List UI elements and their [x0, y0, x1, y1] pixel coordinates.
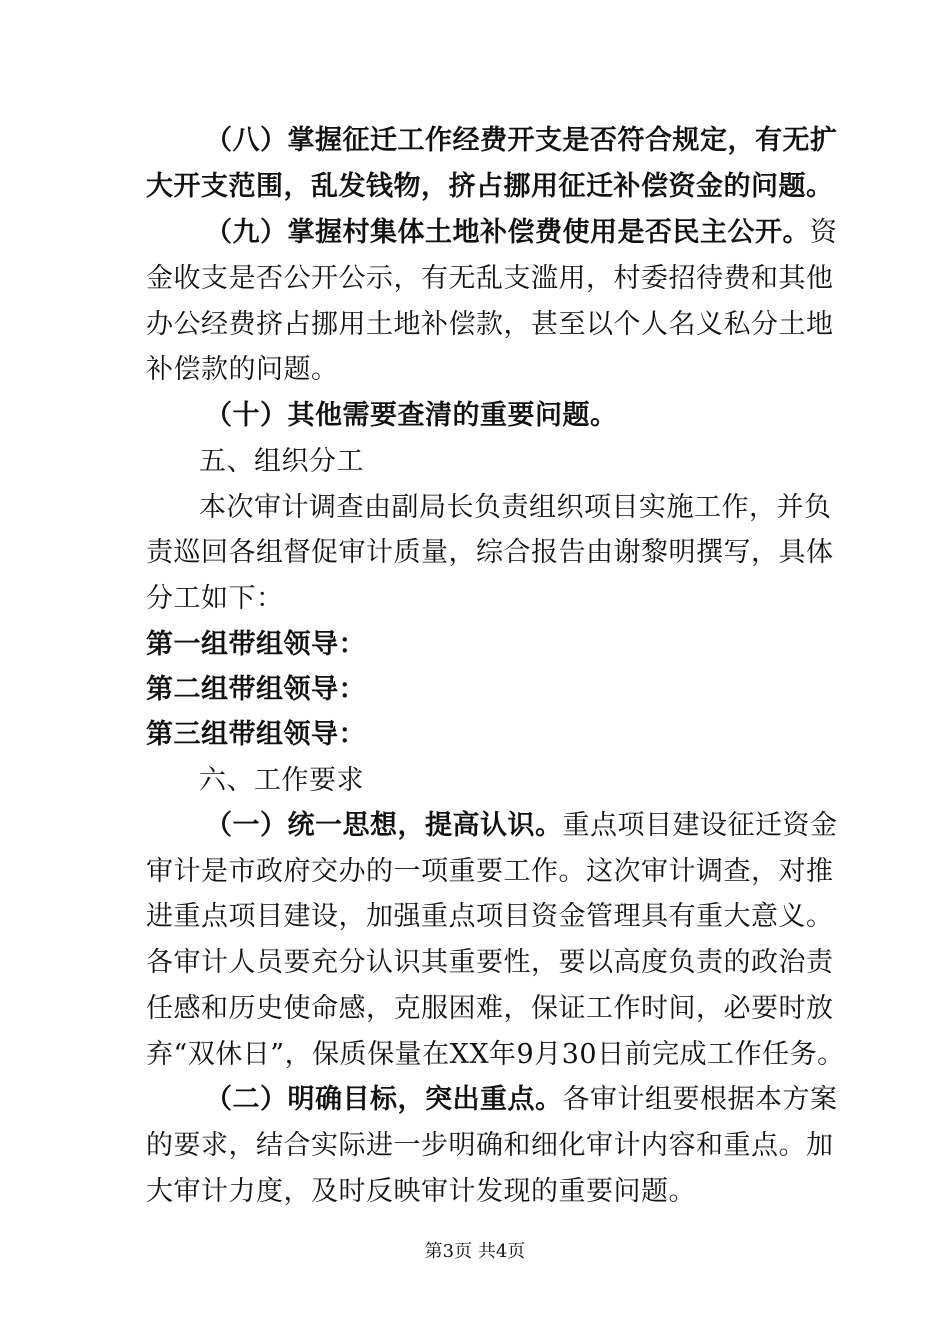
line-body: 任感和历史使命感，克服困难，保证工作时间，必要时放	[146, 993, 834, 1024]
paragraph-line	[0, 535, 950, 571]
line-body: 责巡回各组督促审计质量，综合报告由谢黎明撰写，具体	[146, 537, 834, 568]
line-body: 审计是市政府交办的一项重要工作。这次审计调查，对推	[146, 856, 834, 887]
paragraph-line	[0, 1037, 950, 1073]
line-body: 重点项目建设征迁资金	[562, 810, 838, 841]
section-heading	[0, 763, 950, 799]
paragraph-line	[0, 1082, 950, 1118]
line-head: （二）明确目标，突出重点。	[205, 1084, 563, 1115]
line-body: 资	[810, 217, 838, 248]
paragraph-line	[0, 627, 950, 663]
paragraph-line	[0, 717, 950, 753]
paragraph-line	[0, 352, 950, 388]
line-body: 的要求，结合实际进一步明确和细化审计内容和重点。加	[146, 1130, 834, 1161]
page-footer: 第3页 共4页	[424, 1241, 526, 1262]
line-body: 分工如下：	[146, 583, 284, 614]
paragraph-line	[0, 398, 950, 434]
line-body: 补偿款的问题。	[146, 354, 339, 385]
paragraph-line	[0, 991, 950, 1027]
paragraph-line	[0, 945, 950, 981]
paragraph-line	[0, 808, 950, 844]
section-heading	[0, 444, 950, 480]
line-head: （十）其他需要查清的重要问题。	[205, 400, 618, 431]
line-body: 本次审计调查由副局长负责组织项目实施工作，并负	[199, 492, 832, 523]
line-body: 弃“双休日”，保质保量在XX年9月30日前完成工作任务。	[146, 1039, 845, 1070]
paragraph-line	[0, 261, 950, 297]
line-head: 大开支范围，乱发钱物，挤占挪用征迁补偿资金的问题。	[146, 171, 834, 202]
line-body: 五、组织分工	[199, 446, 364, 477]
paragraph-line	[0, 854, 950, 890]
paragraph-line	[0, 169, 950, 205]
line-head: （八）掌握征迁工作经费开支是否符合规定，有无扩	[205, 125, 838, 156]
line-head: （一）统一思想，提高认识。	[205, 810, 563, 841]
line-head: 第二组带组领导：	[146, 674, 366, 705]
paragraph-line	[0, 307, 950, 343]
paragraph-line	[0, 1174, 950, 1210]
paragraph-line	[0, 581, 950, 617]
line-head: 第一组带组领导：	[146, 629, 366, 660]
line-body: 各审计人员要充分认识其重要性，要以高度负责的政治责	[146, 947, 834, 978]
line-body: 金收支是否公开公示，有无乱支滥用，村委招待费和其他	[146, 263, 834, 294]
line-head: 第三组带组领导：	[146, 719, 366, 750]
line-body: 大审计力度，及时反映审计发现的重要问题。	[146, 1176, 696, 1207]
paragraph-line	[0, 899, 950, 935]
paragraph-line	[0, 123, 950, 159]
line-body: 办公经费挤占挪用土地补偿款，甚至以个人名义私分土地	[146, 309, 834, 340]
paragraph-line	[0, 215, 950, 251]
line-body: 六、工作要求	[199, 765, 364, 796]
line-head: （九）掌握村集体土地补偿费使用是否民主公开。	[205, 217, 810, 248]
paragraph-line	[0, 672, 950, 708]
paragraph-line	[0, 490, 950, 526]
paragraph-line	[0, 1128, 950, 1164]
line-body: 各审计组要根据本方案	[562, 1084, 838, 1115]
line-body: 进重点项目建设，加强重点项目资金管理具有重大意义。	[146, 901, 834, 932]
